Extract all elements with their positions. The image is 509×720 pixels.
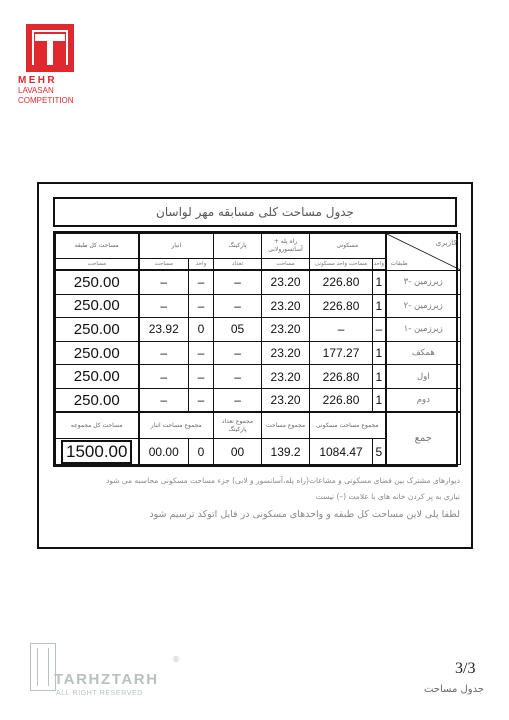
total-storage-area: 00.00 [139,439,189,465]
storage-area: 23.92 [139,318,189,342]
table-row [56,341,461,365]
storage-units: – [189,294,214,318]
unit-area: – [310,318,373,342]
header-floor-total: مساحت کل طبقه [56,234,139,259]
page-number: 3/3 [455,660,476,677]
floor-total: 250.00 [56,388,139,412]
subheader-storage-unit: واحد [189,258,214,270]
page-caption: جدول مساحت [423,684,484,695]
header-residential: مسکونی [310,234,386,259]
header-floors: طبقات [390,259,408,267]
storage-area: – [139,365,189,389]
subheader-unit-area: مساحت واحد مسکونی [310,258,373,270]
logo-line-3: COMPETITION [18,96,74,105]
total-stairs: 139.2 [262,439,310,465]
floor-total: 250.00 [56,318,139,342]
subheader-unit-count: واحد [373,258,386,270]
floor-label: دوم [386,388,461,412]
table-row [56,270,461,294]
header-storage: انبار [139,234,214,259]
table-row [56,294,461,318]
stairs-area: 23.20 [262,341,310,365]
table-row [56,388,461,412]
unit-count: 1 [373,388,386,412]
total-units: 5 [373,439,386,465]
storage-units: – [189,388,214,412]
totals-header-storage: مجموع مساحت انبار [139,412,214,439]
parking-count: 05 [214,318,262,342]
unit-count: 1 [373,365,386,389]
note-shared-walls: دیوارهای مشترک بین فضای مسکونی و مشاعات(راه پله،آسانسور و لابی) جزء مساحت مسکونی محاسبه می شود [105,476,460,485]
parking-count: – [214,341,262,365]
subheader-storage-area: مساحت [139,258,189,270]
stairs-area: 23.20 [262,388,310,412]
floor-label: زیرزمین -۳ [386,270,461,294]
note-dash-cells: نیازی به پر کردن خانه های با علامت (–) نیست [315,492,460,501]
storage-units: – [189,341,214,365]
unit-area: 177.27 [310,341,373,365]
unit-count: – [373,318,386,342]
header-stairs: راه پله + آسانسورولابی [262,234,310,259]
unit-count: 1 [373,270,386,294]
totals-header-residential: مجموع مساحت مسکونی [310,412,386,439]
unit-area: 226.80 [310,388,373,412]
totals-header-parking: مجموع تعداد پارکینگ [214,412,262,439]
total-storage-units: 0 [189,439,214,465]
totals-header-overall: مساحت کل مجموعه [56,412,139,439]
logo-line-2: LAVASAN [18,86,54,95]
stairs-area: 23.20 [262,294,310,318]
floor-total: 250.00 [56,341,139,365]
floor-total: 250.00 [56,270,139,294]
subheader-floor-total-area: مساحت [56,258,139,270]
logo-line-1: MEHR [18,75,58,86]
rights-text: ALL RIGHT RESERVED [56,690,143,697]
total-parking: 00 [214,439,262,465]
tarhztarh-logo [30,643,190,699]
storage-area: – [139,270,189,294]
stairs-area: 23.20 [262,270,310,294]
subheader-stairs-area: مساحت [262,258,310,270]
storage-area: – [139,294,189,318]
brand-name: TARHZTARH [54,671,159,688]
unit-count: 1 [373,341,386,365]
parking-count: – [214,270,262,294]
total-residential-area: 1084.47 [310,439,373,465]
area-table [53,231,458,467]
overall-total: 1500.00 [61,440,132,464]
subheader-parking-count: تعداد [214,258,262,270]
logo-text [18,76,92,106]
parking-count: – [214,365,262,389]
storage-units: – [189,365,214,389]
overall-total-cell [56,439,139,465]
unit-area: 226.80 [310,270,373,294]
unit-count: 1 [373,294,386,318]
table-title: جدول مساحت کلی مسابقه مهر لواسان [53,197,457,227]
storage-units: 0 [189,318,214,342]
parking-count: – [214,388,262,412]
stairs-area: 23.20 [262,365,310,389]
parking-count: – [214,294,262,318]
table-row [56,318,461,342]
floor-total: 250.00 [56,294,139,318]
totals-header-stairs: مجموع مساحت [262,412,310,439]
unit-area: 226.80 [310,365,373,389]
floor-label: همکف [386,341,461,365]
t-emblem-icon [26,24,74,72]
floor-total: 250.00 [56,365,139,389]
note-autocad-polyline: لطفا پلی لاین مساحت کل طبقه و واحدهای مسکونی در فایل اتوکد ترسیم شود [149,509,460,520]
notes [54,474,460,522]
unit-area: 226.80 [310,294,373,318]
header-usage: کاربری [435,238,458,247]
registered-mark: ® [172,655,180,664]
storage-units: – [189,270,214,294]
storage-area: – [139,341,189,365]
header-parking: پارکینگ [214,234,262,259]
columns-icon [30,643,56,691]
totals-label: جمع [386,412,461,464]
stairs-area: 23.20 [262,318,310,342]
floor-label: اول [386,365,461,389]
table-row [56,365,461,389]
floor-label: زیرزمین -۱ [386,318,461,342]
storage-area: – [139,388,189,412]
floor-label: زیرزمین -۲ [386,294,461,318]
header-usage-floors [386,234,461,271]
